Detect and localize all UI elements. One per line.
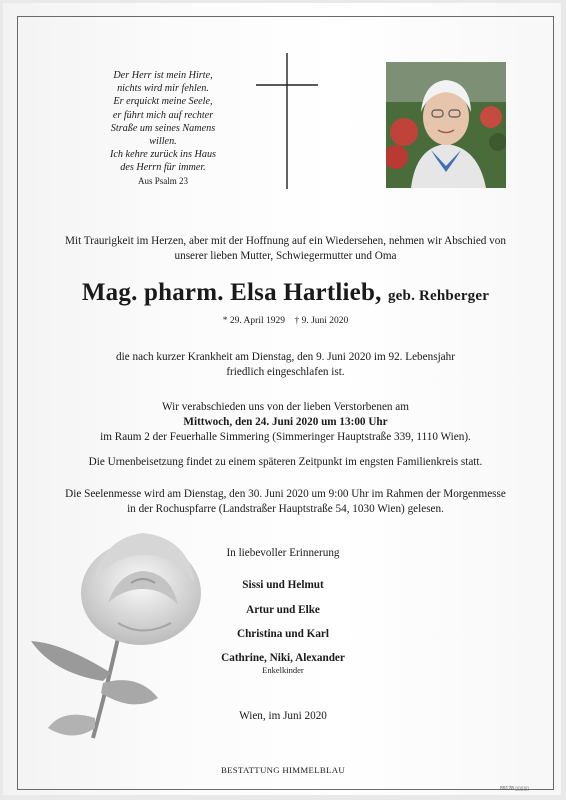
intro-text: Mit Traurigkeit im Herzen, aber mit der Hoffnung auf ein Wiedersehen, nehmen wir Abschied von unserer lieben Mutter, Schwiegermutter und Oma — [65, 235, 506, 262]
birth-date: * 29. April 1929 — [222, 316, 285, 326]
family-member: Sissi und Helmut — [242, 579, 324, 591]
family-member: Christina und Karl — [236, 628, 329, 640]
death-date: † 9. Juni 2020 — [294, 316, 349, 326]
place-date: Wien, im Juni 2020 — [239, 710, 327, 722]
life-dates — [33, 316, 538, 326]
ceremony-time: Mittwoch, den 24. Juni 2020 um 13:00 Uhr — [183, 416, 388, 428]
death-notice: die nach kurzer Krankheit am Dienstag, den 9. Juni 2020 im 92. Lebensjahr friedlich eingeschlafen ist. — [116, 351, 455, 378]
birth-name: geb. Rehberger — [387, 288, 490, 304]
memory-line: In liebevoller Erinnerung — [226, 547, 340, 559]
psalm-quote — [63, 69, 263, 188]
family-member: Cathrine, Niki, Alexander — [221, 652, 345, 664]
document-code: 89128 ▯▯▯▯▯ — [500, 786, 530, 792]
urn-notice: Die Urnenbeisetzung findet zu einem späteren Zeitpunkt im engsten Familienkreis statt. — [88, 456, 483, 468]
family-member: Artur und Elke — [246, 604, 320, 616]
deceased-name — [33, 279, 538, 307]
farewell-notice: Wir verabschieden uns von der lieben Verstorbenen am Mittwoch, den 24. Juni 2020 um 13:00 Uhr im Raum 2 der Feuerhalle Simmering (Simmeringer Hauptstraße 339, 1110 Wien). — [33, 400, 538, 445]
psalm-source: Aus Psalm 23 — [137, 175, 188, 186]
cross-icon — [256, 53, 318, 189]
psalm-line: er führt mich auf rechter — [112, 109, 214, 121]
psalm-line: Der Herr ist mein Hirte, — [113, 70, 213, 81]
psalm-line: willen. — [149, 136, 177, 148]
obituary-sheet — [3, 3, 561, 795]
psalm-line: Ich kehre zurück ins Haus — [110, 149, 216, 161]
full-name: Mag. pharm. Elsa Hartlieb, — [81, 279, 382, 306]
psalm-line: Er erquickt meine Seele, — [113, 96, 213, 108]
psalm-line: des Herrn für immer. — [120, 162, 206, 174]
psalm-line: Straße um seines Namens — [110, 122, 216, 134]
psalm-line: nichts wird mir fehlen. — [117, 83, 209, 95]
undertaker: BESTATTUNG HIMMELBLAU — [220, 765, 346, 775]
mass-notice: Die Seelenmesse wird am Dienstag, den 30. Juni 2020 um 9:00 Uhr im Rahmen der Morgenmesse in der Rochuspfarre (Landstraßer Hauptstraße 54, 1030 Wien) gelesen. — [65, 488, 506, 515]
grandchildren-label: Enkelkinder — [262, 665, 304, 675]
portrait-photo — [386, 62, 506, 188]
